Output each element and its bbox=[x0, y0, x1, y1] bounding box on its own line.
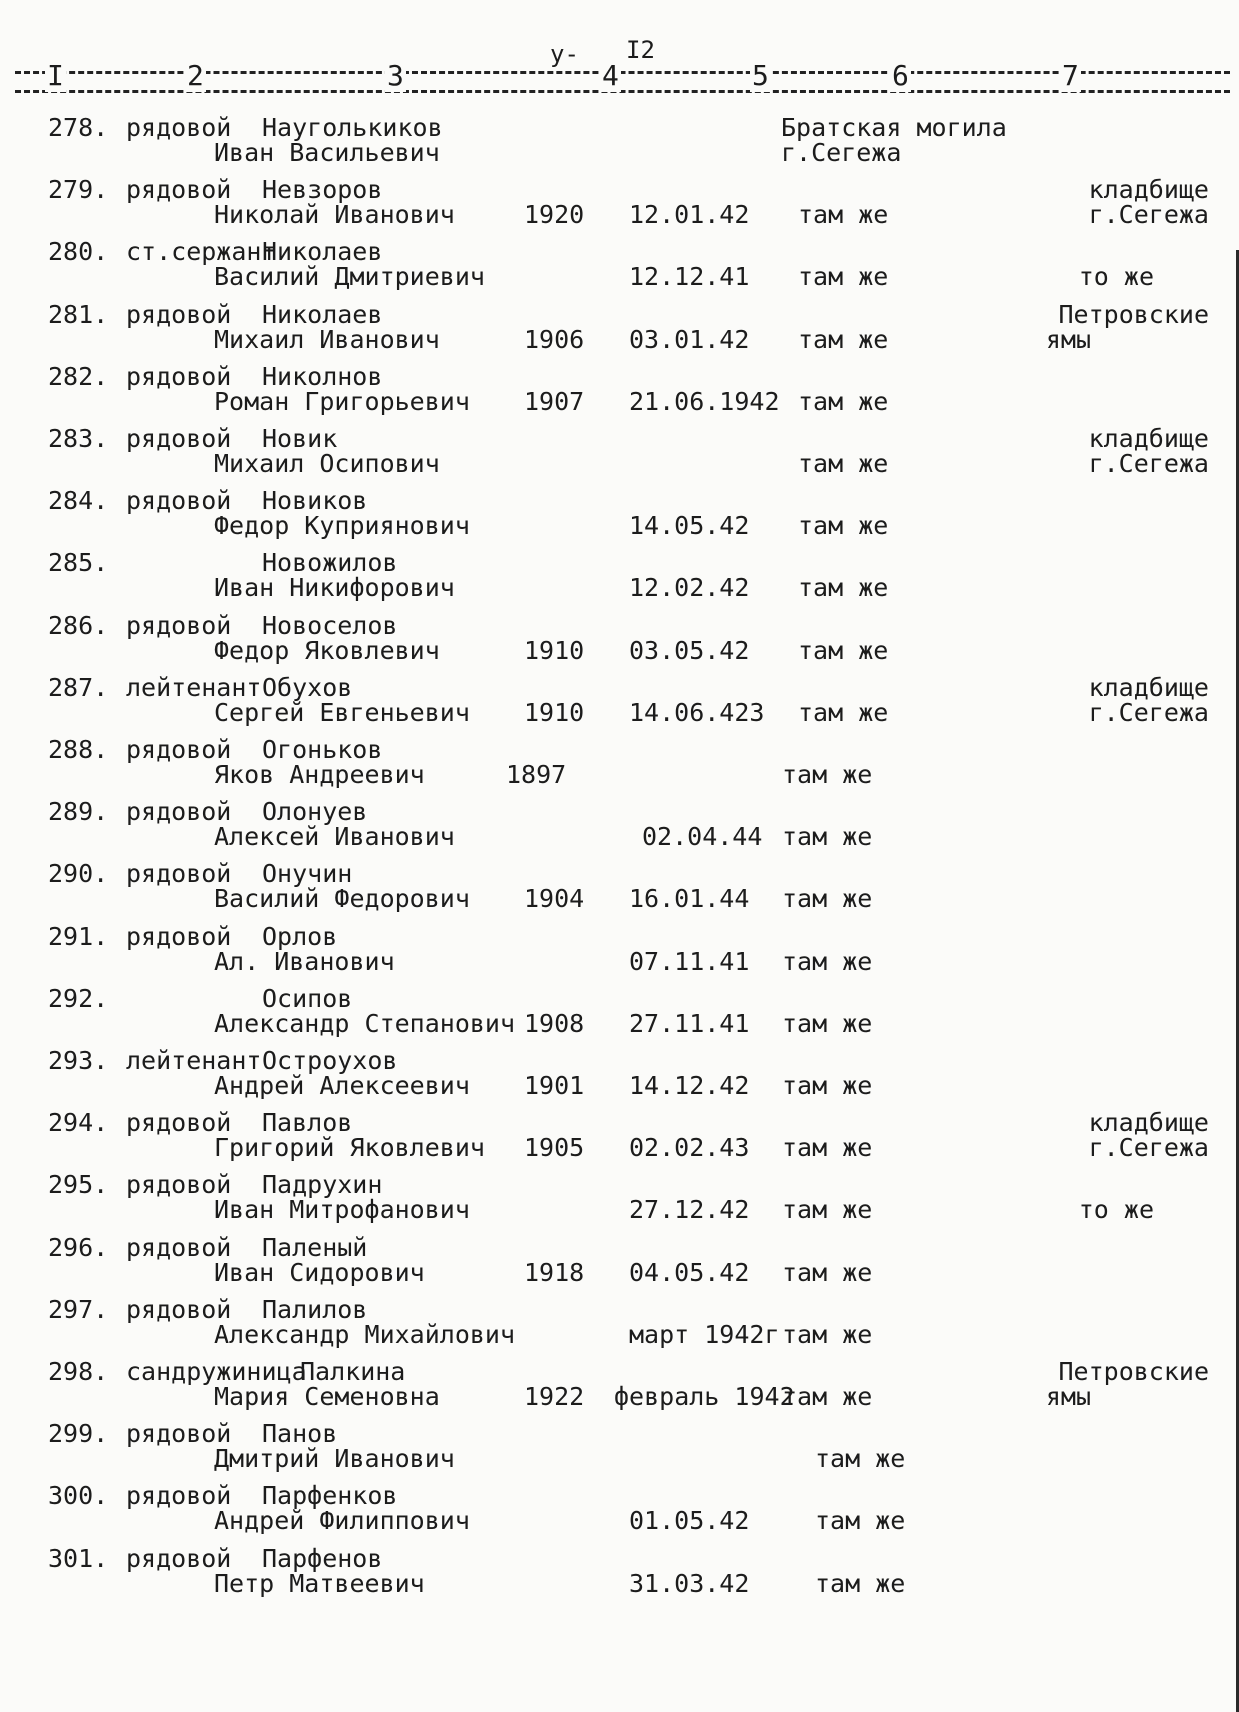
record-given-name: Сергей Евгеньевич bbox=[214, 698, 470, 727]
record-number: 289. bbox=[48, 797, 109, 826]
record-rank: рядовой bbox=[126, 922, 232, 951]
record-given-name: Василий Дмитриевич bbox=[214, 262, 485, 291]
record-death-date: 12.12.41 bbox=[629, 262, 750, 291]
record-surname: Падрухин bbox=[262, 1170, 383, 1199]
record-death-date: март 1942г bbox=[629, 1320, 780, 1349]
record-row bbox=[0, 488, 1239, 548]
record-rank: рядовой bbox=[126, 486, 232, 515]
record-rank: рядовой bbox=[126, 424, 232, 453]
record-number: 295. bbox=[48, 1170, 109, 1199]
record-burial-place: там же bbox=[782, 1382, 873, 1411]
record-cemetery-town: ямы bbox=[1045, 1382, 1091, 1411]
record-given-name: Андрей Филиппович bbox=[214, 1506, 470, 1535]
record-row bbox=[0, 1546, 1239, 1606]
record-row bbox=[0, 302, 1239, 362]
record-rank: ст.сержант bbox=[126, 237, 277, 266]
record-number: 278. bbox=[48, 113, 109, 142]
record-given-name: Александр Михайлович bbox=[214, 1320, 516, 1349]
record-row bbox=[0, 924, 1239, 984]
record-given-name: Иван Сидорович bbox=[214, 1258, 425, 1287]
record-surname: Палилов bbox=[262, 1295, 368, 1324]
record-number: 280. bbox=[48, 237, 109, 266]
record-row bbox=[0, 1110, 1239, 1170]
record-burial-place: там же bbox=[798, 387, 889, 416]
record-row bbox=[0, 1172, 1239, 1232]
record-rank: лейтенант bbox=[126, 673, 262, 702]
record-death-date: 07.11.41 bbox=[629, 947, 750, 976]
record-burial-place: там же bbox=[798, 449, 889, 478]
record-cemetery-town: ямы bbox=[1045, 325, 1091, 354]
record-surname: Обухов bbox=[262, 673, 353, 702]
record-given-name: Григорий Яковлевич bbox=[214, 1133, 485, 1162]
record-surname: Парфенков bbox=[262, 1481, 398, 1510]
record-surname: Онучин bbox=[262, 859, 353, 888]
record-row bbox=[0, 799, 1239, 859]
record-given-name: Николай Иванович bbox=[214, 200, 455, 229]
record-surname: Науголькиков bbox=[262, 113, 443, 142]
record-number: 296. bbox=[48, 1233, 109, 1262]
column-number: 6 bbox=[892, 59, 909, 92]
record-burial-place: там же bbox=[815, 1444, 906, 1473]
record-rank: рядовой bbox=[126, 113, 232, 142]
record-surname: Новоселов bbox=[262, 611, 398, 640]
record-rank: рядовой bbox=[126, 1233, 232, 1262]
record-number: 279. bbox=[48, 175, 109, 204]
record-cemetery-town: г.Сегежа bbox=[1088, 698, 1209, 727]
record-rank: рядовой bbox=[126, 735, 232, 764]
record-birth-year: 1904 bbox=[524, 884, 585, 913]
record-burial-place: там же bbox=[815, 1506, 906, 1535]
record-death-date: 31.03.42 bbox=[629, 1569, 750, 1598]
record-death-date: февраль 1942 bbox=[614, 1382, 795, 1411]
record-row bbox=[0, 675, 1239, 735]
record-burial-place: там же bbox=[782, 822, 873, 851]
column-number: 5 bbox=[752, 59, 769, 92]
record-rank: рядовой bbox=[126, 175, 232, 204]
record-burial-place: там же bbox=[798, 200, 889, 229]
page-number: I2 bbox=[626, 36, 655, 64]
record-birth-year: 1910 bbox=[524, 636, 585, 665]
record-burial-place: там же bbox=[782, 947, 873, 976]
record-row bbox=[0, 1235, 1239, 1295]
record-surname: Орлов bbox=[262, 922, 338, 951]
record-number: 283. bbox=[48, 424, 109, 453]
record-cemetery: кладбище bbox=[1088, 1108, 1209, 1137]
record-number: 287. bbox=[48, 673, 109, 702]
record-burial-place: там же bbox=[798, 698, 889, 727]
record-surname: Осипов bbox=[262, 984, 353, 1013]
record-given-name: Петр Матвеевич bbox=[214, 1569, 425, 1598]
record-death-date: 03.01.42 bbox=[629, 325, 750, 354]
record-death-date: 27.12.42 bbox=[629, 1195, 750, 1224]
record-given-name: Роман Григорьевич bbox=[214, 387, 470, 416]
record-rank: сандружиница bbox=[126, 1357, 307, 1386]
record-burial-place: там же bbox=[798, 511, 889, 540]
record-number: 290. bbox=[48, 859, 109, 888]
record-number: 281. bbox=[48, 300, 109, 329]
record-cemetery: кладбище bbox=[1088, 424, 1209, 453]
record-number: 292. bbox=[48, 984, 109, 1013]
record-burial-place: там же bbox=[798, 325, 889, 354]
record-cemetery-town: г.Сегежа bbox=[1088, 200, 1209, 229]
record-rank: рядовой bbox=[126, 1108, 232, 1137]
column-number: 2 bbox=[187, 59, 204, 92]
column-header-rule bbox=[15, 57, 1230, 97]
record-burial-town: г.Сегежа bbox=[781, 138, 902, 167]
record-rank: рядовой bbox=[126, 1481, 232, 1510]
record-birth-year: 1920 bbox=[524, 200, 585, 229]
record-surname: Парфенов bbox=[262, 1544, 383, 1573]
record-given-name: Михаил Осипович bbox=[214, 449, 440, 478]
record-birth-year: 1905 bbox=[524, 1133, 585, 1162]
record-death-date: 14.05.42 bbox=[629, 511, 750, 540]
record-birth-year: 1906 bbox=[524, 325, 585, 354]
record-surname: Николнов bbox=[262, 362, 383, 391]
record-burial-place: там же bbox=[782, 1320, 873, 1349]
record-rank: лейтенант bbox=[126, 1046, 262, 1075]
record-burial-place: там же bbox=[782, 1071, 873, 1100]
record-surname: Палкина bbox=[300, 1357, 406, 1386]
record-rank: рядовой bbox=[126, 1170, 232, 1199]
page-mark: у- bbox=[550, 40, 579, 68]
record-death-date: 01.05.42 bbox=[629, 1506, 750, 1535]
record-number: 288. bbox=[48, 735, 109, 764]
record-row bbox=[0, 239, 1239, 299]
column-number: 3 bbox=[387, 59, 404, 92]
record-surname: Николаев bbox=[262, 237, 383, 266]
record-burial-place: там же bbox=[782, 1009, 873, 1038]
record-burial-place: там же bbox=[815, 1569, 906, 1598]
record-row bbox=[0, 364, 1239, 424]
record-number: 297. bbox=[48, 1295, 109, 1324]
record-number: 300. bbox=[48, 1481, 109, 1510]
record-burial-place: там же bbox=[782, 1133, 873, 1162]
record-surname: Паленый bbox=[262, 1233, 368, 1262]
column-number: 7 bbox=[1062, 59, 1079, 92]
record-number: 301. bbox=[48, 1544, 109, 1573]
record-given-name: Федор Яковлевич bbox=[214, 636, 440, 665]
record-given-name: Иван Васильевич bbox=[214, 138, 440, 167]
record-surname: Панов bbox=[262, 1419, 338, 1448]
record-birth-year: 1907 bbox=[524, 387, 585, 416]
record-death-date: 12.01.42 bbox=[629, 200, 750, 229]
record-row bbox=[0, 613, 1239, 673]
record-number: 282. bbox=[48, 362, 109, 391]
record-row bbox=[0, 426, 1239, 486]
record-given-name: Василий Федорович bbox=[214, 884, 470, 913]
record-death-date: 02.02.43 bbox=[629, 1133, 750, 1162]
record-number: 286. bbox=[48, 611, 109, 640]
record-birth-year: 1910 bbox=[524, 698, 585, 727]
record-surname: Огоньков bbox=[262, 735, 383, 764]
record-cemetery-town: г.Сегежа bbox=[1088, 449, 1209, 478]
record-burial-place: там же bbox=[782, 1195, 873, 1224]
record-rank: рядовой bbox=[126, 300, 232, 329]
record-rank: рядовой bbox=[126, 1295, 232, 1324]
record-surname: Новиков bbox=[262, 486, 368, 515]
record-death-date: 12.02.42 bbox=[629, 573, 750, 602]
record-cemetery-town: то же bbox=[1078, 262, 1154, 291]
record-number: 293. bbox=[48, 1046, 109, 1075]
record-row bbox=[0, 986, 1239, 1046]
record-birth-year: 1918 bbox=[524, 1258, 585, 1287]
record-cemetery-town: г.Сегежа bbox=[1088, 1133, 1209, 1162]
record-row bbox=[0, 737, 1239, 797]
record-number: 285. bbox=[48, 548, 109, 577]
record-burial-place: там же bbox=[798, 636, 889, 665]
record-burial-place: там же bbox=[782, 884, 873, 913]
record-birth-year: 1897 bbox=[506, 760, 567, 789]
record-rank: рядовой bbox=[126, 1544, 232, 1573]
record-death-date: 21.06.1942 bbox=[629, 387, 780, 416]
record-death-date: 14.12.42 bbox=[629, 1071, 750, 1100]
column-number: I bbox=[47, 59, 64, 92]
record-cemetery: кладбище bbox=[1088, 175, 1209, 204]
record-row bbox=[0, 1421, 1239, 1481]
record-number: 298. bbox=[48, 1357, 109, 1386]
record-row bbox=[0, 1359, 1239, 1419]
record-burial-place: Братская могила bbox=[781, 113, 1007, 142]
record-given-name: Федор Куприянович bbox=[214, 511, 470, 540]
record-given-name: Ал. Иванович bbox=[214, 947, 395, 976]
record-given-name: Алексей Иванович bbox=[214, 822, 455, 851]
record-surname: Павлов bbox=[262, 1108, 353, 1137]
record-given-name: Иван Никифорович bbox=[214, 573, 455, 602]
record-burial-place: там же bbox=[782, 1258, 873, 1287]
record-given-name: Михаил Иванович bbox=[214, 325, 440, 354]
record-number: 294. bbox=[48, 1108, 109, 1137]
record-burial-place: там же bbox=[798, 262, 889, 291]
record-birth-year: 1922 bbox=[524, 1382, 585, 1411]
record-surname: Остроухов bbox=[262, 1046, 398, 1075]
record-rank: рядовой bbox=[126, 611, 232, 640]
record-rank: рядовой bbox=[126, 797, 232, 826]
record-row bbox=[0, 1048, 1239, 1108]
record-birth-year: 1901 bbox=[524, 1071, 585, 1100]
record-rank: рядовой bbox=[126, 1419, 232, 1448]
record-death-date: 14.06.423 bbox=[629, 698, 765, 727]
record-death-date: 02.04.44 bbox=[642, 822, 763, 851]
record-given-name: Яков Андреевич bbox=[214, 760, 425, 789]
record-row bbox=[0, 177, 1239, 237]
record-row bbox=[0, 1483, 1239, 1543]
record-number: 291. bbox=[48, 922, 109, 951]
record-rank: рядовой bbox=[126, 362, 232, 391]
record-surname: Новожилов bbox=[262, 548, 398, 577]
record-cemetery: кладбище bbox=[1088, 673, 1209, 702]
record-given-name: Иван Митрофанович bbox=[214, 1195, 470, 1224]
record-death-date: 04.05.42 bbox=[629, 1258, 750, 1287]
record-given-name: Дмитрий Иванович bbox=[214, 1444, 455, 1473]
record-given-name: Мария Семеновна bbox=[214, 1382, 440, 1411]
record-burial-place: там же bbox=[782, 760, 873, 789]
column-number: 4 bbox=[602, 59, 619, 92]
record-number: 284. bbox=[48, 486, 109, 515]
record-death-date: 27.11.41 bbox=[629, 1009, 750, 1038]
record-surname: Невзоров bbox=[262, 175, 383, 204]
record-death-date: 03.05.42 bbox=[629, 636, 750, 665]
record-cemetery-town: то же bbox=[1078, 1195, 1154, 1224]
record-cemetery: Петровские bbox=[1058, 1357, 1209, 1386]
record-row bbox=[0, 1297, 1239, 1357]
record-row bbox=[0, 861, 1239, 921]
record-cemetery: Петровские bbox=[1058, 300, 1209, 329]
record-rank: рядовой bbox=[126, 859, 232, 888]
record-given-name: Александр Степанович bbox=[214, 1009, 516, 1038]
record-birth-year: 1908 bbox=[524, 1009, 585, 1038]
record-row bbox=[0, 550, 1239, 610]
record-given-name: Андрей Алексеевич bbox=[214, 1071, 470, 1100]
record-death-date: 16.01.44 bbox=[629, 884, 750, 913]
record-surname: Олонуев bbox=[262, 797, 368, 826]
record-number: 299. bbox=[48, 1419, 109, 1448]
record-surname: Новик bbox=[262, 424, 338, 453]
record-row bbox=[0, 115, 1239, 175]
record-burial-place: там же bbox=[798, 573, 889, 602]
record-surname: Николаев bbox=[262, 300, 383, 329]
